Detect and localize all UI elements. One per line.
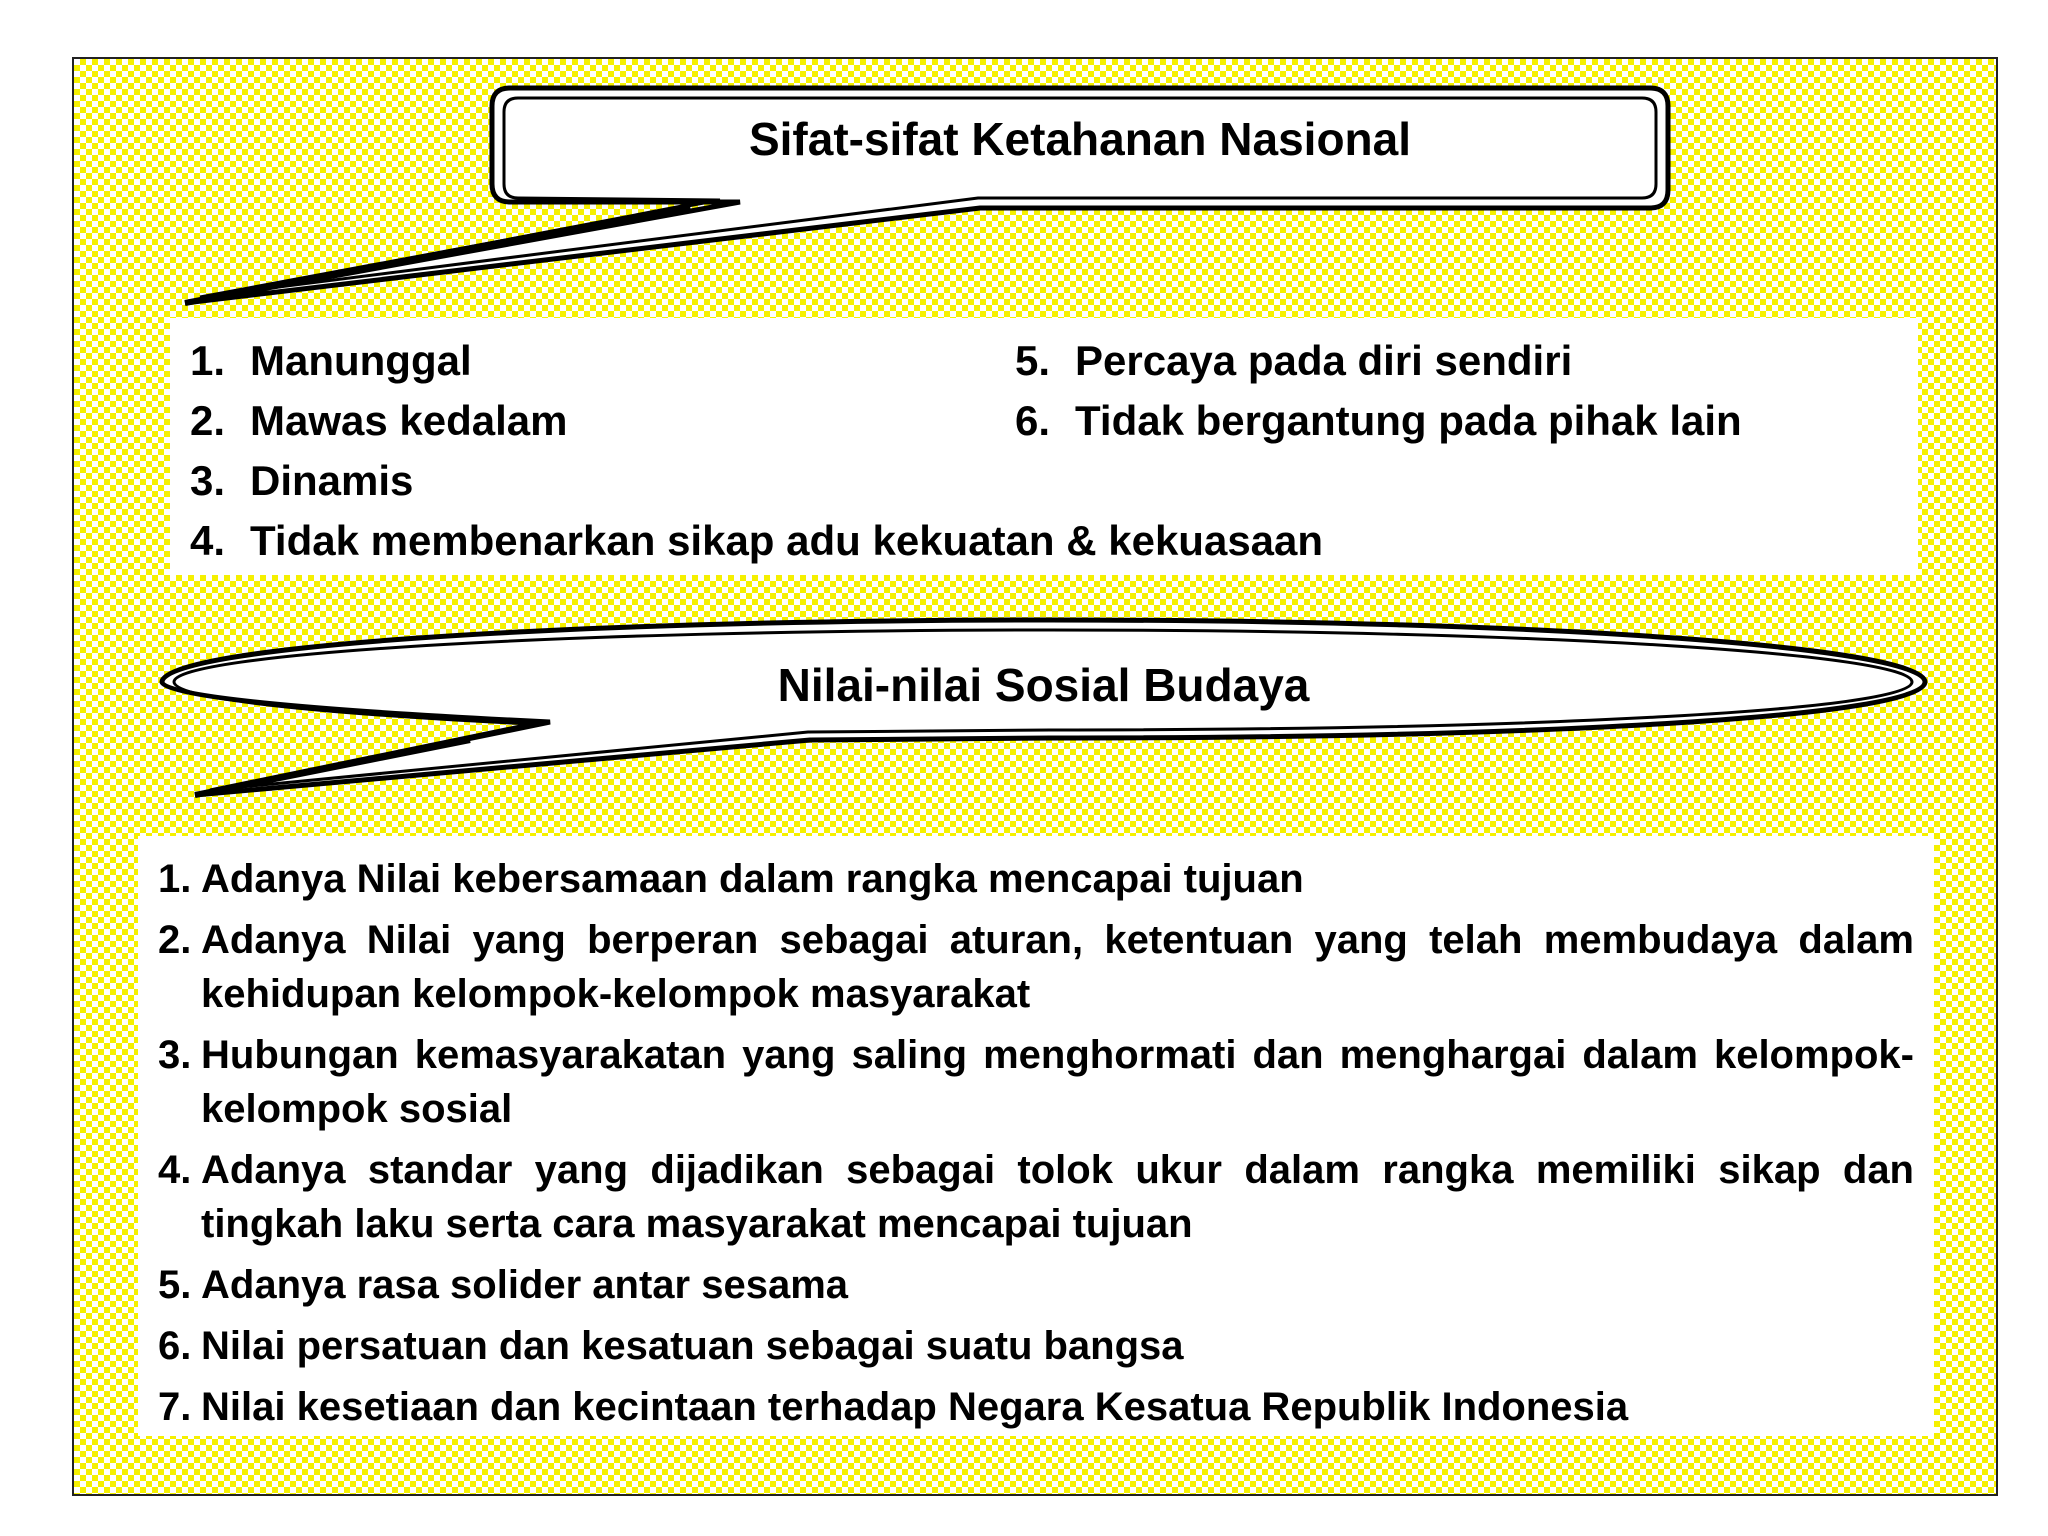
list-item: 1. Manunggal: [190, 337, 472, 384]
list-item: 3. Hubungan kemasyarakatan yang saling menghormati dan menghargai dalam kelompok-kelompok sosial: [158, 1033, 1914, 1131]
list-item: 3. Dinamis: [190, 457, 414, 504]
list-item: 6. Tidak bergantung pada pihak lain: [1015, 397, 1742, 444]
list-item: 4. Tidak membenarkan sikap adu kekuatan & kekuasaan: [190, 517, 1324, 564]
list-item: 2. Mawas kedalam: [190, 397, 568, 444]
list-item: 2. Adanya Nilai yang berperan sebagai aturan, ketentuan yang telah membudaya dalam kehidupan kelompok-kelompok masyarakat: [158, 918, 1914, 1016]
section2-list-box: [138, 836, 1934, 1436]
section1-title: Sifat-sifat Ketahanan Nasional: [748, 113, 1412, 165]
list-item: 5. Percaya pada diri sendiri: [1015, 337, 1573, 384]
list-item: 4. Adanya standar yang dijadikan sebagai tolok ukur dalam rangka memiliki sikap dan tingkah laku serta cara masyarakat mencapai tujuan: [158, 1148, 1914, 1246]
list-item: 7. Nilai kesetiaan dan kecintaan terhadap Negara Kesatua Republik Indonesia: [158, 1385, 1629, 1429]
list-item: 6. Nilai persatuan dan kesatuan sebagai suatu bangsa: [158, 1324, 1184, 1368]
section1-list-box: [170, 318, 1918, 575]
section2-title: Nilai-nilai Sosial Budaya: [777, 659, 1310, 711]
list-item: 5. Adanya rasa solider antar sesama: [158, 1263, 849, 1307]
list-item: 1. Adanya Nilai kebersamaan dalam rangka mencapai tujuan: [158, 857, 1304, 901]
section2-list: [158, 852, 1914, 1441]
